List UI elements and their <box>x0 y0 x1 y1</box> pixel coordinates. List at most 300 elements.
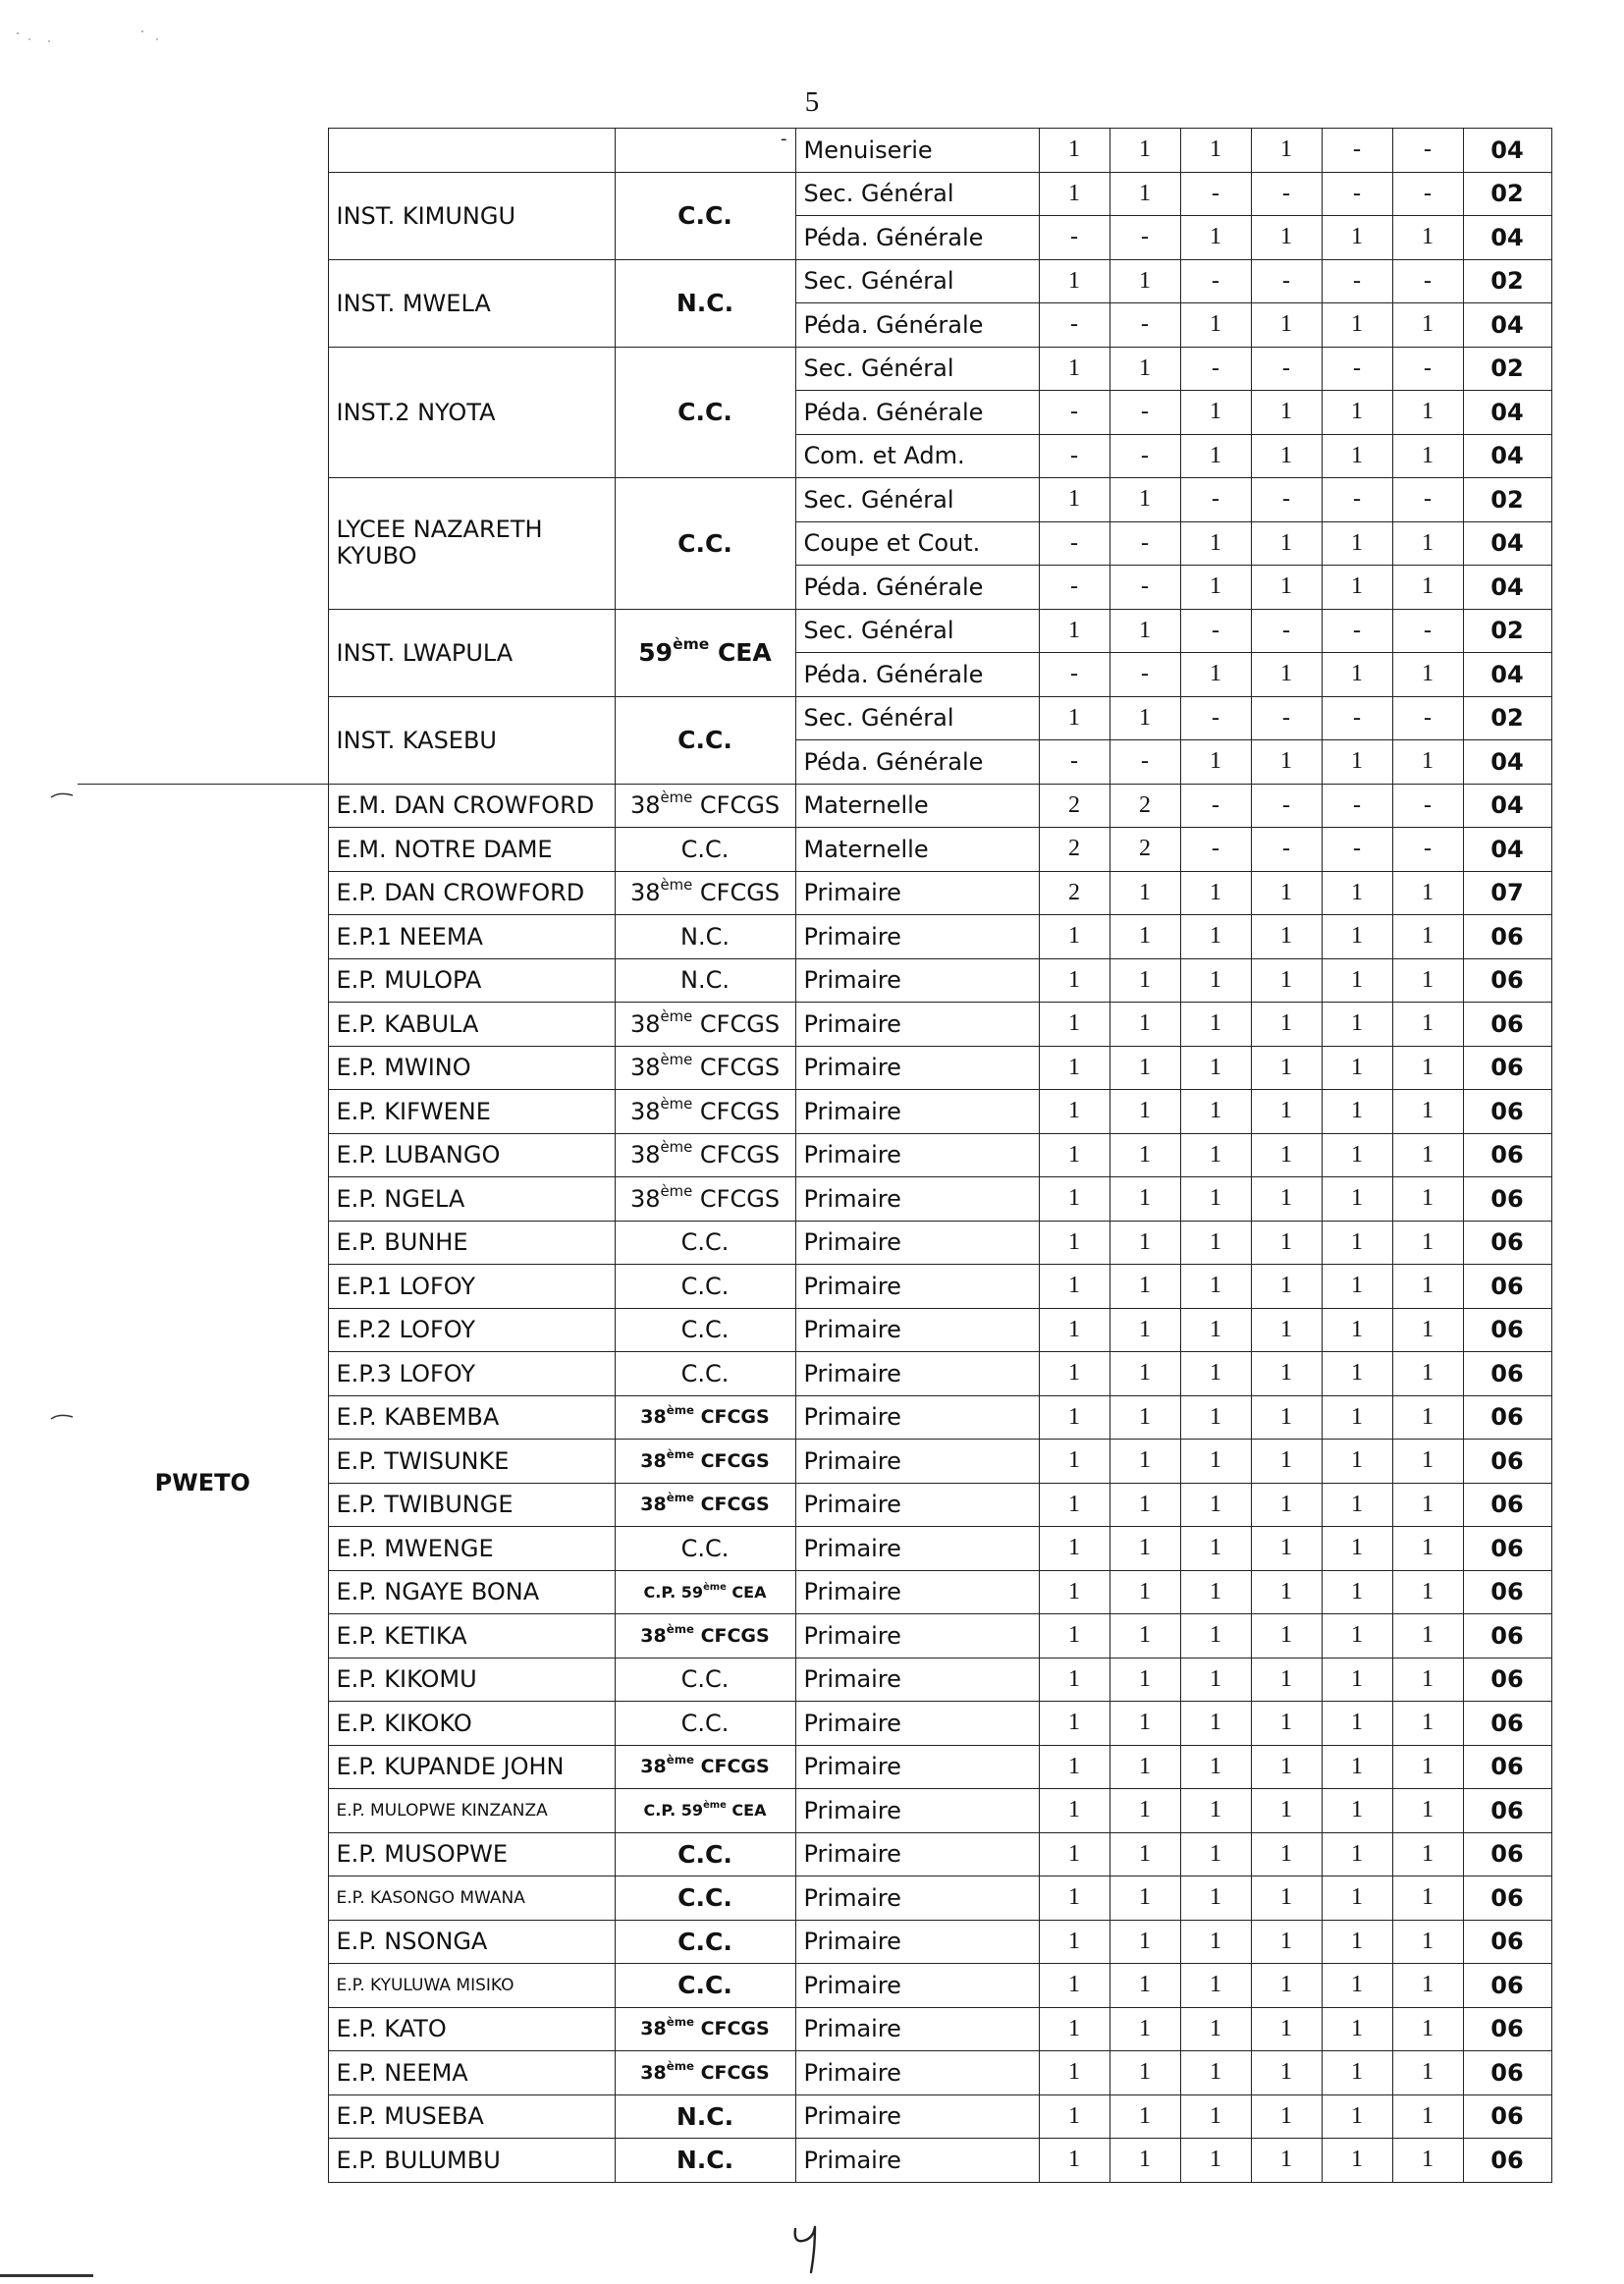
section-cell: Sec. Général <box>795 609 1039 653</box>
class-count-cell: 1 <box>1180 2094 1251 2139</box>
total-cell: 04 <box>1463 434 1551 478</box>
total-cell: 06 <box>1463 1964 1551 2008</box>
section-cell: Primaire <box>795 1832 1039 1876</box>
class-count-cell: 1 <box>1180 1570 1251 1614</box>
class-count-cell: - <box>1251 259 1322 303</box>
class-count-cell: - <box>1251 609 1322 653</box>
total-cell: 06 <box>1463 958 1551 1003</box>
regime-label: - <box>781 129 787 149</box>
class-count-cell: 1 <box>1110 1570 1180 1614</box>
regime-superscript: ème <box>660 1138 693 1157</box>
regime-number: 38 <box>640 1494 667 1516</box>
school-name: E.P. MULOPWE KINZANZA <box>336 1800 548 1821</box>
regime-cell <box>615 1614 795 1659</box>
class-count-cell: 1 <box>1322 434 1392 478</box>
section-cell: Primaire <box>795 915 1039 959</box>
class-count-cell: 1 <box>1180 1745 1251 1789</box>
class-count-cell: 1 <box>1322 1876 1392 1921</box>
class-count-cell: 1 <box>1110 2094 1180 2139</box>
regime-label: C.C. <box>680 1709 730 1737</box>
class-count-cell: 1 <box>1251 2094 1322 2139</box>
class-count-cell: - <box>1392 129 1463 173</box>
class-count-cell: 1 <box>1180 1658 1251 1702</box>
class-count-cell: 1 <box>1180 1614 1251 1659</box>
school-name-cell <box>328 1308 615 1352</box>
regime-number: C.P. 59 <box>643 1801 704 1821</box>
regime-cell <box>615 1003 795 1047</box>
regime-cell <box>615 1832 795 1876</box>
school-name: E.P. KASONGO MWANA <box>336 1887 525 1908</box>
total-cell: 06 <box>1463 1832 1551 1876</box>
class-count-cell: 1 <box>1180 1352 1251 1396</box>
regime-number: 38 <box>640 1449 667 1472</box>
regime-cell <box>615 2051 795 2095</box>
class-count-cell: 1 <box>1251 1527 1322 1571</box>
class-count-cell: 1 <box>1039 129 1110 173</box>
regime-suffix: CFCGS <box>693 1494 770 1516</box>
section-cell: Menuiserie <box>795 129 1039 173</box>
regime-label: C.C. <box>680 1272 730 1300</box>
school-name-cell <box>328 347 615 478</box>
class-count-cell: 1 <box>1392 521 1463 566</box>
school-name: E.P. BUNHE <box>336 1228 468 1257</box>
class-count-cell: 1 <box>1251 434 1322 478</box>
class-count-cell: 1 <box>1180 2051 1251 2095</box>
class-count-cell: 1 <box>1110 478 1180 522</box>
class-count-cell: 1 <box>1039 1177 1110 1222</box>
school-name: E.P. KIKOMU <box>336 1665 477 1694</box>
class-count-cell: 1 <box>1039 1789 1110 1833</box>
class-count-cell: 1 <box>1180 521 1251 566</box>
regime-cell <box>615 915 795 959</box>
class-count-cell: 1 <box>1392 1702 1463 1746</box>
section-cell: Primaire <box>795 1702 1039 1746</box>
class-count-cell: 1 <box>1322 1964 1392 2008</box>
school-name-cell <box>328 1177 615 1222</box>
class-count-cell: 1 <box>1392 871 1463 915</box>
class-count-cell: 1 <box>1110 1265 1180 1309</box>
class-count-cell: 1 <box>1180 2139 1251 2183</box>
total-cell: 06 <box>1463 1527 1551 1571</box>
school-name-cell <box>328 1614 615 1659</box>
class-count-cell: 1 <box>1110 1789 1180 1833</box>
regime-superscript: ème <box>666 1403 694 1418</box>
regime-superscript: ème <box>666 2015 694 2030</box>
school-name-cell <box>328 1920 615 1964</box>
staffing-table <box>78 128 1552 2183</box>
total-cell: 06 <box>1463 1920 1551 1964</box>
class-count-cell: 1 <box>1322 566 1392 610</box>
class-count-cell: - <box>1110 740 1180 785</box>
regime-cell <box>615 478 795 610</box>
class-count-cell: 1 <box>1039 1395 1110 1440</box>
table-row <box>78 784 1551 828</box>
regime-cell <box>615 1702 795 1746</box>
class-count-cell: 1 <box>1251 1483 1322 1527</box>
class-count-cell: - <box>1251 784 1322 828</box>
class-count-cell: 1 <box>1110 2007 1180 2051</box>
school-name-cell <box>328 1702 615 1746</box>
class-count-cell: 1 <box>1039 1702 1110 1746</box>
class-count-cell: 1 <box>1180 653 1251 697</box>
class-count-cell: 1 <box>1251 740 1322 785</box>
class-count-cell: 1 <box>1180 1090 1251 1134</box>
class-count-cell: 1 <box>1322 2051 1392 2095</box>
school-name: E.P. KUPANDE JOHN <box>336 1753 565 1781</box>
regime-superscript: ème <box>666 1446 694 1461</box>
class-count-cell: 1 <box>1322 1789 1392 1833</box>
class-count-cell: 1 <box>1180 1395 1251 1440</box>
regime-suffix: CFCGS <box>693 1449 770 1472</box>
class-count-cell: 1 <box>1392 1395 1463 1440</box>
class-count-cell: - <box>1251 347 1322 391</box>
class-count-cell: 1 <box>1251 1440 1322 1484</box>
class-count-cell: 1 <box>1392 1570 1463 1614</box>
class-count-cell: 1 <box>1392 1265 1463 1309</box>
regime-label: C.C. <box>680 1359 730 1387</box>
class-count-cell: 1 <box>1251 1133 1322 1177</box>
regime-label: C.C. <box>677 1839 732 1869</box>
class-count-cell: 1 <box>1039 1221 1110 1265</box>
section-cell: Primaire <box>795 1308 1039 1352</box>
section-cell: Primaire <box>795 1483 1039 1527</box>
regime-cell <box>615 172 795 259</box>
class-count-cell: 1 <box>1110 129 1180 173</box>
school-name: E.P. NGAYE BONA <box>336 1578 540 1606</box>
class-count-cell: 1 <box>1039 1308 1110 1352</box>
regime-cell <box>615 958 795 1003</box>
class-count-cell: 1 <box>1180 1177 1251 1222</box>
school-name-cell <box>328 871 615 915</box>
class-count-cell: 1 <box>1251 2051 1322 2095</box>
section-cell: Primaire <box>795 1177 1039 1222</box>
class-count-cell: 1 <box>1322 1352 1392 1396</box>
section-cell: Primaire <box>795 1265 1039 1309</box>
regime-suffix: CFCGS <box>693 2018 770 2040</box>
class-count-cell: 1 <box>1180 129 1251 173</box>
school-name: E.M. DAN CROWFORD <box>336 791 595 820</box>
class-count-cell: 1 <box>1110 1658 1180 1702</box>
class-count-cell: 1 <box>1180 303 1251 348</box>
total-cell: 04 <box>1463 391 1551 435</box>
regime-suffix: CFCGS <box>692 1184 781 1213</box>
class-count-cell: - <box>1392 696 1463 740</box>
regime-suffix: CFCGS <box>692 1097 781 1125</box>
regime-cell <box>615 2007 795 2051</box>
regime-suffix: CFCGS <box>692 1009 781 1038</box>
class-count-cell: 1 <box>1392 915 1463 959</box>
total-cell: 06 <box>1463 2139 1551 2183</box>
school-name: E.P.2 LOFOY <box>336 1316 476 1344</box>
total-cell: 06 <box>1463 1265 1551 1309</box>
class-count-cell: 1 <box>1392 1352 1463 1396</box>
section-cell: Primaire <box>795 1789 1039 1833</box>
total-cell: 06 <box>1463 2051 1551 2095</box>
class-count-cell: - <box>1180 609 1251 653</box>
regime-superscript: ème <box>666 1491 694 1505</box>
section-cell: Primaire <box>795 2094 1039 2139</box>
class-count-cell: 1 <box>1392 653 1463 697</box>
class-count-cell: - <box>1322 172 1392 216</box>
class-count-cell: 1 <box>1392 1658 1463 1702</box>
class-count-cell: 1 <box>1039 347 1110 391</box>
section-cell: Primaire <box>795 2139 1039 2183</box>
class-count-cell: 1 <box>1322 2007 1392 2051</box>
class-count-cell: 1 <box>1322 1046 1392 1090</box>
regime-suffix: CFCGS <box>692 879 781 907</box>
regime-cell <box>615 259 795 347</box>
regime-label: N.C. <box>676 2146 734 2175</box>
class-count-cell: 1 <box>1392 1527 1463 1571</box>
district-name: PWETO <box>154 1469 250 1497</box>
regime-label: N.C. <box>680 922 730 951</box>
class-count-cell: 1 <box>1039 2139 1110 2183</box>
school-name: E.P. MWENGE <box>336 1534 494 1562</box>
section-cell: Primaire <box>795 1876 1039 1921</box>
class-count-cell: 1 <box>1322 1658 1392 1702</box>
margin-tick-icon <box>49 790 75 800</box>
class-count-cell: 1 <box>1039 1745 1110 1789</box>
section-cell: Primaire <box>795 958 1039 1003</box>
class-count-cell: 1 <box>1322 1221 1392 1265</box>
school-name-cell <box>328 1658 615 1702</box>
regime-label: C.C. <box>677 726 732 754</box>
class-count-cell: 1 <box>1392 1308 1463 1352</box>
school-name-cell <box>328 1440 615 1484</box>
regime-superscript: ème <box>660 1181 693 1200</box>
class-count-cell: 1 <box>1251 871 1322 915</box>
school-name-cell <box>328 784 615 828</box>
district-cell <box>78 784 328 2182</box>
school-name: INST. LWAPULA <box>336 638 514 667</box>
class-count-cell: 1 <box>1180 1527 1251 1571</box>
class-count-cell: - <box>1180 696 1251 740</box>
class-count-cell: 1 <box>1110 259 1180 303</box>
class-count-cell: 1 <box>1110 172 1180 216</box>
class-count-cell: 1 <box>1110 1876 1180 1921</box>
school-name-cell <box>328 259 615 347</box>
section-cell: Coupe et Cout. <box>795 521 1039 566</box>
regime-label: C.C. <box>677 398 732 427</box>
total-cell: 04 <box>1463 566 1551 610</box>
class-count-cell: 1 <box>1110 1483 1180 1527</box>
regime-label: C.C. <box>677 528 732 558</box>
class-count-cell: 1 <box>1322 2094 1392 2139</box>
class-count-cell: - <box>1392 259 1463 303</box>
school-name-cell <box>328 609 615 696</box>
class-count-cell: 1 <box>1180 958 1251 1003</box>
class-count-cell: 1 <box>1110 1527 1180 1571</box>
class-count-cell: 1 <box>1180 1702 1251 1746</box>
class-count-cell: 1 <box>1392 303 1463 348</box>
class-count-cell: - <box>1322 828 1392 872</box>
class-count-cell: 1 <box>1039 1483 1110 1527</box>
class-count-cell: - <box>1110 653 1180 697</box>
class-count-cell: 1 <box>1251 1221 1322 1265</box>
class-count-cell: 1 <box>1251 129 1322 173</box>
section-cell: Péda. Générale <box>795 740 1039 785</box>
section-cell: Primaire <box>795 1090 1039 1134</box>
class-count-cell: 1 <box>1322 1395 1392 1440</box>
section-cell: Sec. Général <box>795 259 1039 303</box>
district-cell <box>78 129 328 785</box>
class-count-cell: - <box>1180 347 1251 391</box>
total-cell: 04 <box>1463 521 1551 566</box>
class-count-cell: 1 <box>1110 1440 1180 1484</box>
class-count-cell: 1 <box>1322 1570 1392 1614</box>
regime-cell <box>615 129 795 173</box>
regime-cell <box>615 1352 795 1396</box>
regime-cell <box>615 347 795 478</box>
class-count-cell: 1 <box>1110 696 1180 740</box>
page-number: 5 <box>804 86 820 118</box>
class-count-cell: 1 <box>1392 1221 1463 1265</box>
class-count-cell: 1 <box>1392 740 1463 785</box>
class-count-cell: 1 <box>1322 2139 1392 2183</box>
class-count-cell: 1 <box>1180 1003 1251 1047</box>
class-count-cell: 1 <box>1039 1003 1110 1047</box>
class-count-cell: 1 <box>1251 1090 1322 1134</box>
regime-cell <box>615 1745 795 1789</box>
regime-cell <box>615 1265 795 1309</box>
class-count-cell: 1 <box>1392 1177 1463 1222</box>
class-count-cell: 1 <box>1251 1614 1322 1659</box>
class-count-cell: 1 <box>1110 1177 1180 1222</box>
class-count-cell: 1 <box>1110 1221 1180 1265</box>
school-name-cell <box>328 172 615 259</box>
regime-cell <box>615 1527 795 1571</box>
school-name-cell <box>328 1221 615 1265</box>
class-count-cell: 1 <box>1251 521 1322 566</box>
school-name: E.P. DAN CROWFORD <box>336 879 585 907</box>
regime-suffix: CFCGS <box>692 1054 781 1082</box>
total-cell: 06 <box>1463 1395 1551 1440</box>
total-cell: 06 <box>1463 1090 1551 1134</box>
class-count-cell: 1 <box>1322 740 1392 785</box>
section-cell: Primaire <box>795 1964 1039 2008</box>
class-count-cell: 1 <box>1180 740 1251 785</box>
total-cell: 06 <box>1463 1352 1551 1396</box>
total-cell: 04 <box>1463 303 1551 348</box>
class-count-cell: 1 <box>1322 1745 1392 1789</box>
school-name: E.P. TWIBUNGE <box>336 1491 514 1519</box>
school-name-cell <box>328 1352 615 1396</box>
school-name: INST.2 NYOTA <box>336 398 496 426</box>
regime-cell <box>615 1046 795 1090</box>
class-count-cell: - <box>1039 434 1110 478</box>
regime-number: 38 <box>629 1009 661 1038</box>
class-count-cell: 1 <box>1039 2051 1110 2095</box>
regime-suffix: CFCGS <box>692 791 781 820</box>
section-cell: Péda. Générale <box>795 653 1039 697</box>
class-count-cell: - <box>1110 566 1180 610</box>
regime-label: N.C. <box>676 2101 734 2131</box>
school-name-cell <box>328 1527 615 1571</box>
total-cell: 06 <box>1463 915 1551 959</box>
class-count-cell: 1 <box>1392 2139 1463 2183</box>
regime-number: 38 <box>629 791 661 820</box>
school-name: E.P.1 NEEMA <box>336 922 483 951</box>
regime-superscript: ème <box>666 1753 694 1767</box>
regime-label: C.C. <box>677 1883 732 1913</box>
section-cell: Primaire <box>795 1614 1039 1659</box>
class-count-cell: - <box>1322 259 1392 303</box>
school-name: E.P. MULOPA <box>336 966 482 995</box>
section-cell: Primaire <box>795 1527 1039 1571</box>
total-cell: 02 <box>1463 347 1551 391</box>
class-count-cell: 1 <box>1110 871 1180 915</box>
school-name-cell <box>328 2051 615 2095</box>
class-count-cell: 1 <box>1322 915 1392 959</box>
class-count-cell: 1 <box>1039 1876 1110 1921</box>
total-cell: 02 <box>1463 696 1551 740</box>
regime-cell <box>615 784 795 828</box>
class-count-cell: - <box>1039 740 1110 785</box>
class-count-cell: 1 <box>1039 2007 1110 2051</box>
class-count-cell: 1 <box>1392 1789 1463 1833</box>
class-count-cell: - <box>1392 828 1463 872</box>
class-count-cell: 1 <box>1039 1527 1110 1571</box>
class-count-cell: 1 <box>1180 1920 1251 1964</box>
total-cell: 06 <box>1463 1177 1551 1222</box>
section-cell: Sec. Général <box>795 347 1039 391</box>
class-count-cell: 1 <box>1251 303 1322 348</box>
school-name-cell <box>328 1789 615 1833</box>
class-count-cell: 1 <box>1322 216 1392 260</box>
section-cell: Primaire <box>795 871 1039 915</box>
regime-number: 59 <box>638 638 674 667</box>
class-count-cell: 1 <box>1110 1964 1180 2008</box>
school-name-cell <box>328 1133 615 1177</box>
class-count-cell: 1 <box>1180 915 1251 959</box>
total-cell: 04 <box>1463 129 1551 173</box>
class-count-cell: 1 <box>1251 216 1322 260</box>
total-cell: 04 <box>1463 216 1551 260</box>
regime-cell <box>615 1177 795 1222</box>
class-count-cell: 1 <box>1110 347 1180 391</box>
school-name-cell <box>328 958 615 1003</box>
class-count-cell: 1 <box>1110 1614 1180 1659</box>
class-count-cell: 1 <box>1251 1832 1322 1876</box>
section-cell: Sec. Général <box>795 172 1039 216</box>
school-name-cell <box>328 1483 615 1527</box>
class-count-cell: 2 <box>1110 828 1180 872</box>
class-count-cell: - <box>1251 828 1322 872</box>
regime-superscript: ème <box>660 1094 693 1113</box>
school-name: E.P. LUBANGO <box>336 1141 501 1169</box>
school-name-cell <box>328 696 615 784</box>
regime-label: C.C. <box>680 1534 730 1562</box>
total-cell: 06 <box>1463 2094 1551 2139</box>
class-count-cell: 1 <box>1110 1832 1180 1876</box>
section-cell: Primaire <box>795 1920 1039 1964</box>
class-count-cell: 1 <box>1322 1483 1392 1527</box>
class-count-cell: - <box>1180 259 1251 303</box>
class-count-cell: 1 <box>1180 216 1251 260</box>
class-count-cell: 1 <box>1251 1702 1322 1746</box>
section-cell: Sec. Général <box>795 478 1039 522</box>
class-count-cell: - <box>1039 653 1110 697</box>
class-count-cell: - <box>1039 216 1110 260</box>
class-count-cell: 1 <box>1251 958 1322 1003</box>
class-count-cell: - <box>1110 303 1180 348</box>
class-count-cell: - <box>1110 216 1180 260</box>
class-count-cell: 1 <box>1110 2139 1180 2183</box>
total-cell: 06 <box>1463 1658 1551 1702</box>
class-count-cell: 1 <box>1392 1876 1463 1921</box>
regime-superscript: ème <box>673 635 710 654</box>
class-count-cell: 1 <box>1322 1832 1392 1876</box>
